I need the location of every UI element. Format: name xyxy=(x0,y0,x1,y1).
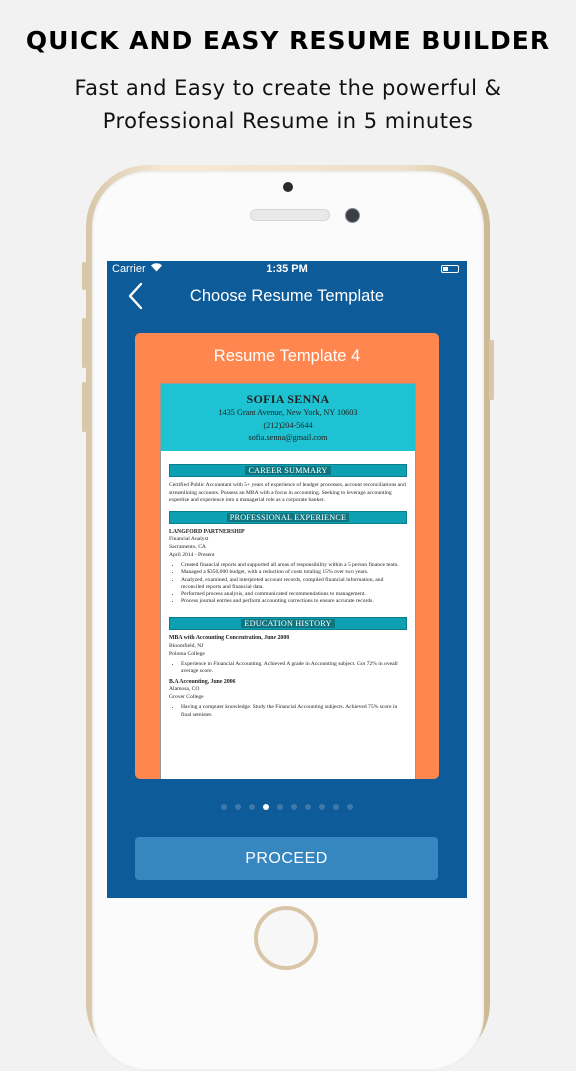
edu2-location: Alamosa, CO xyxy=(169,686,200,693)
page-dot[interactable] xyxy=(291,804,297,810)
page-dot[interactable] xyxy=(249,804,255,810)
list-item: • Performed process analysis, and communicated recommendations to management. xyxy=(181,591,407,598)
resume-phone: (212)204-5644 xyxy=(263,420,313,430)
carrier-label: Carrier xyxy=(112,263,146,275)
nav-title: Choose Resume Template xyxy=(189,287,385,305)
promo-subline xyxy=(0,72,576,138)
template-card-title: Resume Template 4 xyxy=(213,347,361,365)
resume-email: sofia.senna@gmail.com xyxy=(248,433,328,442)
edu2-school: Grover College xyxy=(169,693,204,700)
resume-body xyxy=(161,451,415,719)
power-button xyxy=(489,340,494,400)
list-item: • Experience in Financial Accounting. Achieved A grade in Accounting subject. Got 72% in oveall average score. xyxy=(181,661,407,675)
home-button[interactable] xyxy=(254,906,318,970)
page-dot[interactable] xyxy=(221,804,227,810)
edu1-location: Bloomfield, NJ xyxy=(169,642,204,649)
list-item: • Created financial reports and supported all areas of responsibility within a 5 person finance team. xyxy=(181,562,407,569)
template-card[interactable] xyxy=(135,333,439,779)
career-summary-text: Certified Public Accountant with 5+ years of experience of leadger processes, account reconciliations and streamlining accounts. Possess an MBA with a focus in accounting. Seeking to leverage accounting expertise and experience into a managerial role as a corporate banker. xyxy=(169,482,406,504)
list-item: • Process journal entries and perform accounting corrections to ensure accurate records. xyxy=(181,598,407,605)
resume-name: SOFIA SENNA xyxy=(246,392,330,406)
list-item: • Analyzed, examined, and interpreted account records, compiled financial information, and reconciled reports and financial data. xyxy=(181,577,407,591)
page-dot-active[interactable] xyxy=(263,804,269,810)
edu1-bullets xyxy=(169,661,407,675)
earpiece-speaker xyxy=(250,209,330,221)
education-heading: EDUCATION HISTORY xyxy=(169,617,407,630)
proximity-sensor xyxy=(283,182,293,192)
volume-down-button xyxy=(82,382,87,432)
page-dot[interactable] xyxy=(333,804,339,810)
experience-bullets xyxy=(169,562,407,605)
proceed-button[interactable]: PROCEED xyxy=(135,837,438,880)
resume-address: 1435 Grant Avenue, New York, NY 10603 xyxy=(218,408,358,417)
list-item: • Having a computer knowledge. Study the Financial Accounting subjects. Achieved 75% score in final semister. xyxy=(181,704,407,718)
status-time: 1:35 PM xyxy=(266,263,308,275)
edu2-bullets xyxy=(169,704,407,718)
resume-preview xyxy=(160,383,416,779)
promo-subline-1: Fast and Easy to create the powerful & xyxy=(74,76,502,100)
volume-up-button xyxy=(82,318,87,368)
edu1-degree: MBA with Accounting Concentration, June 2008 xyxy=(169,635,290,642)
battery-icon xyxy=(441,265,459,273)
experience-company: LANGFORD PARTNERSHIP xyxy=(169,528,245,535)
app-screen xyxy=(107,261,467,898)
page-dot[interactable] xyxy=(319,804,325,810)
page-dot[interactable] xyxy=(235,804,241,810)
front-camera xyxy=(345,208,360,223)
page-indicator[interactable] xyxy=(107,804,467,810)
promo-headline: QUICK AND EASY RESUME BUILDER xyxy=(25,26,551,55)
page-dot[interactable] xyxy=(305,804,311,810)
status-bar xyxy=(107,261,467,277)
career-summary-heading: CAREER SUMMARY xyxy=(169,464,407,477)
experience-heading: PROFESSIONAL EXPERIENCE xyxy=(169,511,407,524)
mute-switch xyxy=(82,262,87,290)
resume-header xyxy=(161,384,415,451)
page-dot[interactable] xyxy=(347,804,353,810)
experience-location: Sacramento, CA xyxy=(169,543,206,550)
edu2-degree: B.A Accounting, June 2006 xyxy=(169,678,236,685)
edu1-school: Poloma College xyxy=(169,650,205,657)
promo-subline-2: Professional Resume in 5 minutes xyxy=(102,109,474,133)
page-dot[interactable] xyxy=(277,804,283,810)
list-item: • Managed a $350,000 budget, with a reduction of costs totaling 15% over two years. xyxy=(181,569,407,576)
experience-role: Financial Analyst xyxy=(169,536,209,543)
experience-dates: April 2014 - Present xyxy=(169,551,215,558)
